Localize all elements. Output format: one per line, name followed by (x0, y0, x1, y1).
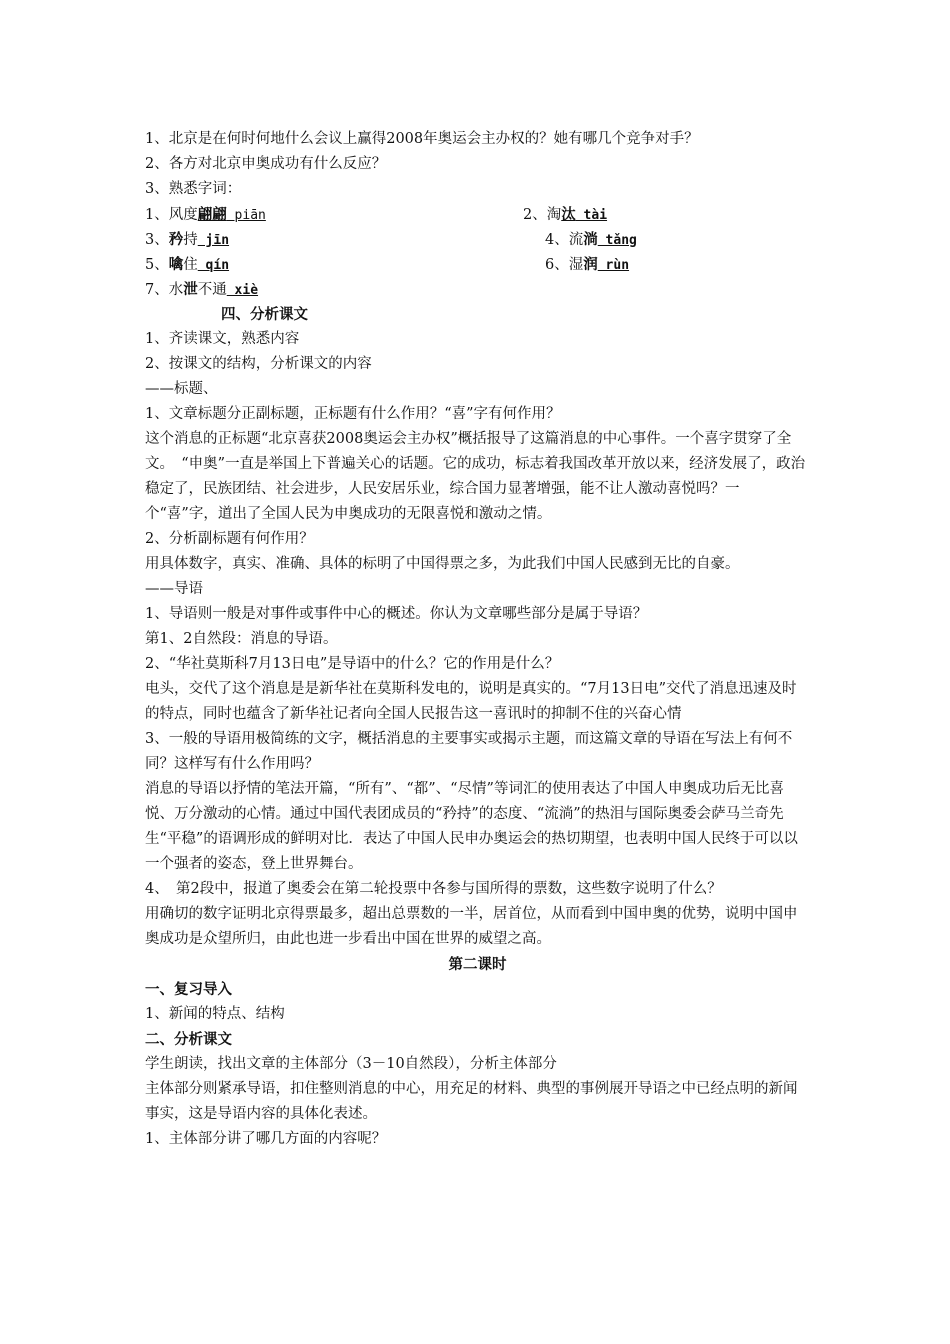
question-1: 1、北京是在何时何地什么会议上赢得2008年奥运会主办权的？她有哪几个竞争对手？ (145, 131, 699, 147)
text-line: 2、按课文的结构，分析课文的内容 (145, 356, 372, 372)
text-line: 学生朗读，找出文章的主体部分（3－10自然段），分析主体部分 (145, 1056, 557, 1072)
pinyin: xiè (226, 283, 259, 298)
lead-question-3: 3、一般的导语用极简练的文字，概括消息的主要事实或揭示主题，而这篇文章的导语在写法上有何不同？这样写有什么作用吗？ (145, 731, 793, 772)
pinyin: qín (197, 258, 230, 273)
lead-question-4: 4、 第2段中，报道了奥委会在第二轮投票中各参与国所得的票数，这些数字说明了什么？ (145, 881, 722, 897)
vocab-row-3: 5、噙住 qín 6、湿润 rùn (145, 256, 630, 273)
question-subtitle: 2、分析副标题有何作用？ (145, 531, 314, 547)
text-line: 1、齐读课文，熟悉内容 (145, 331, 300, 347)
vocab-row-1: 1、风度翩翩 piān 2、淘汰 tài (145, 206, 608, 223)
text-line: ——标题、 (145, 381, 218, 397)
text-line: 1、文章标题分正副标题，正标题有什么作用？“喜”字有何作用？ (145, 406, 561, 422)
lead-answer-3: 消息的导语以抒情的笔法开篇，“所有”、“都”、“尽情”等词汇的使用表达了中国人申奥成功后无比喜悦、万分激动的心情。通过中国代表团成员的“矜持”的态度、“流淌”的热泪与国际奥委会萨马兰奇先生“平稳”的语调形成的鲜明对比．表达了中国人民申办奥运会的热切期望，也表明中国人民终于可以以一个强者的姿态，登上世界舞台。 (145, 781, 798, 872)
document-page (145, 127, 810, 1152)
lead-question-1: 1、导语则一般是对事件或事件中心的概述。你认为文章哪些部分是属于导语？ (145, 606, 648, 622)
question-3: 3、熟悉字词： (145, 181, 242, 197)
vocab-row-4: 7、水泄不通 xiè (145, 281, 259, 298)
pinyin: tài (575, 208, 608, 223)
paragraph-title-analysis: 这个消息的正标题“北京喜获2008奥运会主办权”概括报导了这篇消息的中心事件。一个喜字贯穿了全文。 “申奥”一直是举国上下普遍关心的话题。它的成功，标志着我国改革开放以来，经济发展了，政治稳定了，民族团结、社会进步，人民安居乐业，综合国力显著增强，能不让人激动喜悦吗？一个“喜”字，道出了全国人民为申奥成功的无限喜悦和激动之情。 (145, 431, 806, 522)
lead-question-2: 2、“华社莫斯科7月13日电”是导语中的什么？它的作用是什么？ (145, 656, 560, 672)
text-line: 1、主体部分讲了哪几方面的内容呢？ (145, 1131, 387, 1147)
paragraph-body: 主体部分则紧承导语，扣住整则消息的中心，用充足的材料、典型的事例展开导语之中已经点明的新闻事实，这是导语内容的具体化表述。 (145, 1081, 798, 1122)
question-2: 2、各方对北京申奥成功有什么反应？ (145, 156, 387, 172)
vocab-row-2: 3、矜持 jīn 4、流淌 tǎng (145, 231, 637, 248)
section-analysis: 二、分析课文 (145, 1031, 232, 1048)
lead-heading: ——导语 (145, 581, 203, 597)
paragraph-subtitle-analysis: 用具体数字，真实、准确、具体的标明了中国得票之多，为此我们中国人民感到无比的自豪。 (145, 556, 740, 572)
lead-answer-4: 用确切的数字证明北京得票最多，超出总票数的一半，居首位，从而看到中国申奥的优势，说明中国申奥成功是众望所归，由此也进一步看出中国在世界的威望之高。 (145, 906, 798, 947)
pinyin: piān (226, 208, 266, 223)
lead-answer-2: 电头，交代了这个消息是是新华社在莫斯科发电的，说明是真实的。“7月13日电”交代了消息迅速及时的特点，同时也蕴含了新华社记者向全国人民报告这一喜讯时的抑制不住的兴奋心情 (145, 681, 797, 722)
lead-answer-1: 第1、2自然段：消息的导语。 (145, 631, 338, 647)
text-line: 1、新闻的特点、结构 (145, 1006, 285, 1022)
pinyin: jīn (197, 233, 230, 248)
lesson-two-title: 第二课时 (448, 956, 507, 973)
section-review: 一、复习导入 (145, 981, 232, 998)
section-heading: 四、分析课文 (221, 306, 308, 323)
pinyin: rùn (597, 258, 630, 273)
pinyin: tǎng (597, 233, 637, 248)
